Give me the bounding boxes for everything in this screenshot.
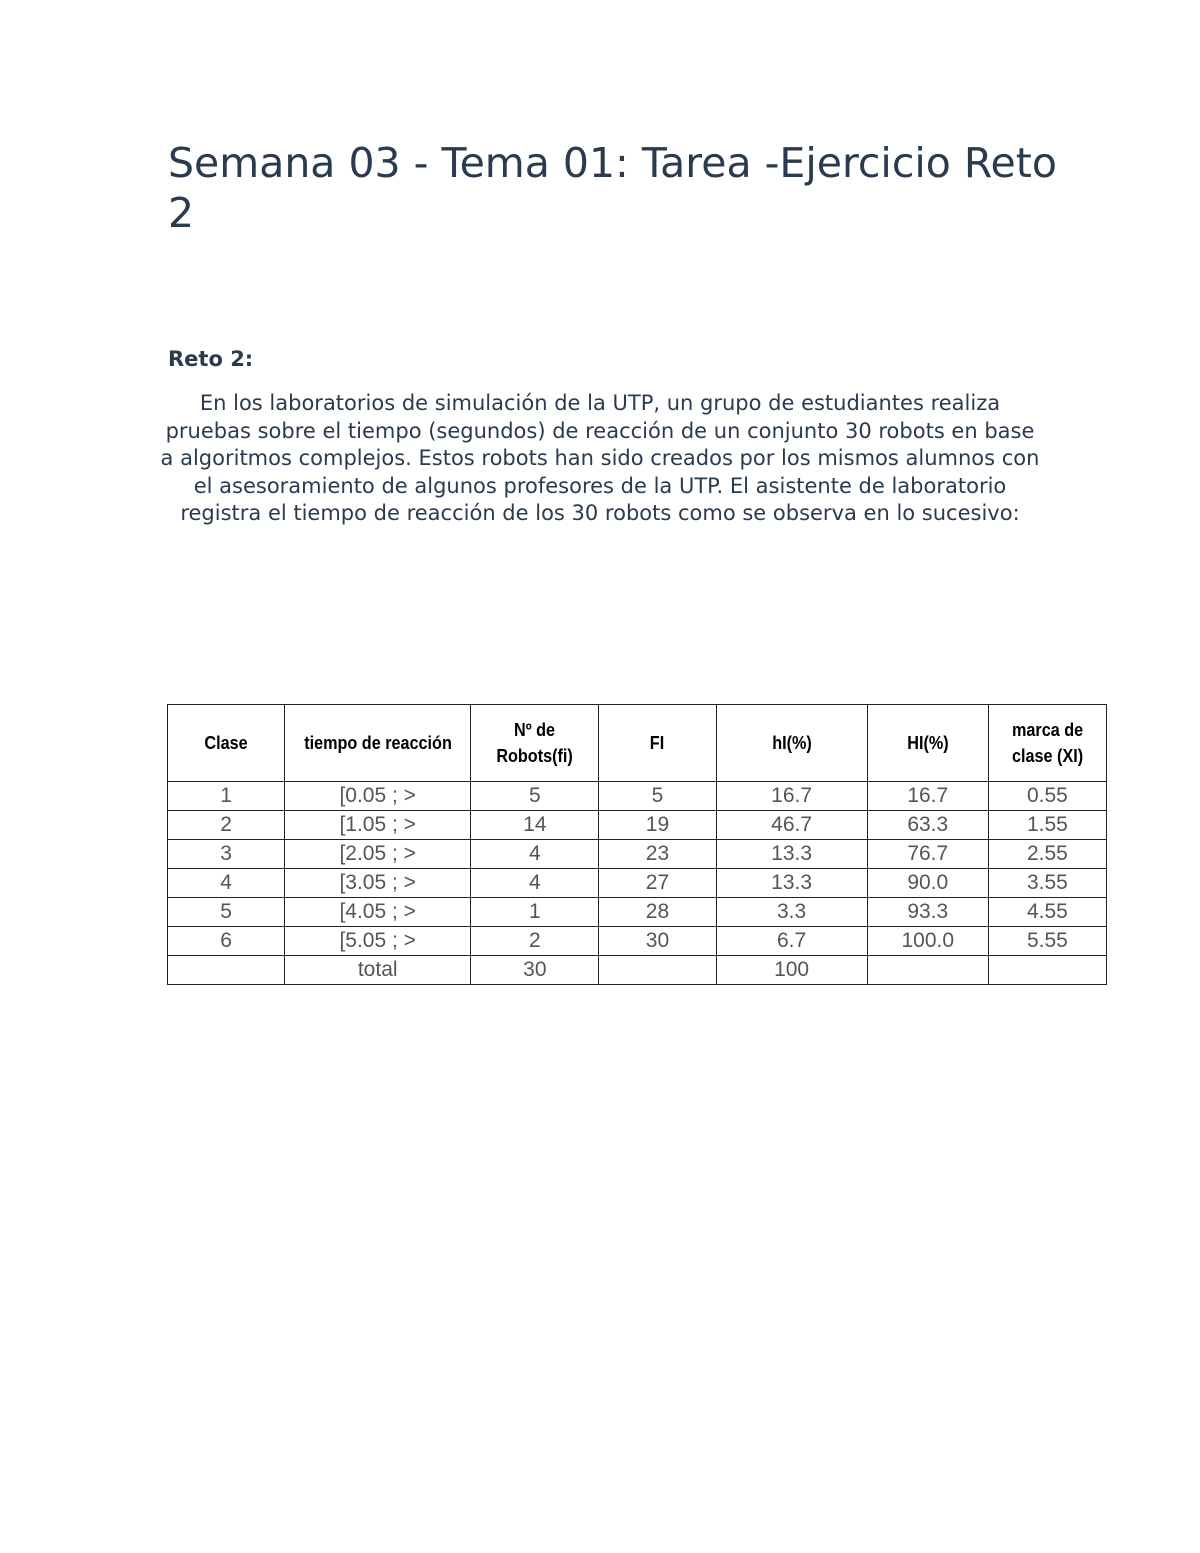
cell-tiempo: [4.05 ; >	[285, 898, 471, 927]
cell-empty	[168, 956, 285, 985]
cell-tiempo: [2.05 ; >	[285, 840, 471, 869]
table-row	[168, 782, 1107, 811]
header-hi: hI(%)	[716, 705, 867, 782]
table-row	[168, 898, 1107, 927]
table-header-row	[168, 705, 1107, 782]
header-clase: Clase	[168, 705, 285, 782]
cell-hi: 16.7	[716, 782, 867, 811]
cell-hi: 6.7	[716, 927, 867, 956]
cell-clase: 3	[168, 840, 285, 869]
cell-clase: 5	[168, 898, 285, 927]
cell-hi: 3.3	[716, 898, 867, 927]
frequency-table	[167, 704, 1107, 985]
header-marca: marca de clase (XI)	[988, 705, 1106, 782]
cell-robots: 2	[471, 927, 599, 956]
cell-robots: 4	[471, 840, 599, 869]
cell-marca: 5.55	[988, 927, 1106, 956]
problem-statement: En los laboratorios de simulación de la UTP, un grupo de estudiantes realiza pruebas sobre el tiempo (segundos) de reacción de un conjunto 30 robots en base a algoritmos complejos. Estos robots han sido creados por los mismos alumnos con el asesoramiento de algunos profesores de la UTP. El asistente de laboratorio registra el tiempo de reacción de los 30 robots como se observa en lo sucesivo:	[160, 391, 1040, 526]
cell-robots: 5	[471, 782, 599, 811]
cell-tiempo: [0.05 ; >	[285, 782, 471, 811]
cell-tiempo: [1.05 ; >	[285, 811, 471, 840]
header-Fi: FI	[599, 705, 716, 782]
table-row	[168, 840, 1107, 869]
cell-clase: 1	[168, 782, 285, 811]
cell-Fi: 27	[599, 869, 716, 898]
cell-marca: 1.55	[988, 811, 1106, 840]
cell-robots: 4	[471, 869, 599, 898]
cell-Fi: 5	[599, 782, 716, 811]
cell-hi: 46.7	[716, 811, 867, 840]
cell-Fi: 30	[599, 927, 716, 956]
cell-Hi: 16.7	[867, 782, 988, 811]
table-row	[168, 869, 1107, 898]
section-heading: Reto 2:	[168, 347, 254, 371]
cell-Hi: 76.7	[867, 840, 988, 869]
cell-empty	[988, 956, 1106, 985]
table-row	[168, 927, 1107, 956]
total-label: total	[285, 956, 471, 985]
cell-marca: 3.55	[988, 869, 1106, 898]
table-row	[168, 811, 1107, 840]
cell-empty	[599, 956, 716, 985]
cell-Hi: 90.0	[867, 869, 988, 898]
cell-Hi: 63.3	[867, 811, 988, 840]
cell-Fi: 19	[599, 811, 716, 840]
cell-tiempo: [3.05 ; >	[285, 869, 471, 898]
cell-empty	[867, 956, 988, 985]
cell-Hi: 100.0	[867, 927, 988, 956]
cell-tiempo: [5.05 ; >	[285, 927, 471, 956]
cell-Fi: 23	[599, 840, 716, 869]
total-hi: 100	[716, 956, 867, 985]
cell-clase: 4	[168, 869, 285, 898]
header-robots: Nº de Robots(fi)	[471, 705, 599, 782]
total-robots: 30	[471, 956, 599, 985]
table-total-row	[168, 956, 1107, 985]
page-title: Semana 03 - Tema 01: Tarea -Ejercicio Reto 2	[168, 139, 1057, 237]
header-tiempo: tiempo de reacción	[285, 705, 471, 782]
cell-Hi: 93.3	[867, 898, 988, 927]
cell-hi: 13.3	[716, 869, 867, 898]
cell-robots: 14	[471, 811, 599, 840]
cell-marca: 2.55	[988, 840, 1106, 869]
cell-marca: 0.55	[988, 782, 1106, 811]
cell-clase: 2	[168, 811, 285, 840]
header-Hi: HI(%)	[867, 705, 988, 782]
cell-Fi: 28	[599, 898, 716, 927]
cell-clase: 6	[168, 927, 285, 956]
cell-robots: 1	[471, 898, 599, 927]
cell-hi: 13.3	[716, 840, 867, 869]
cell-marca: 4.55	[988, 898, 1106, 927]
